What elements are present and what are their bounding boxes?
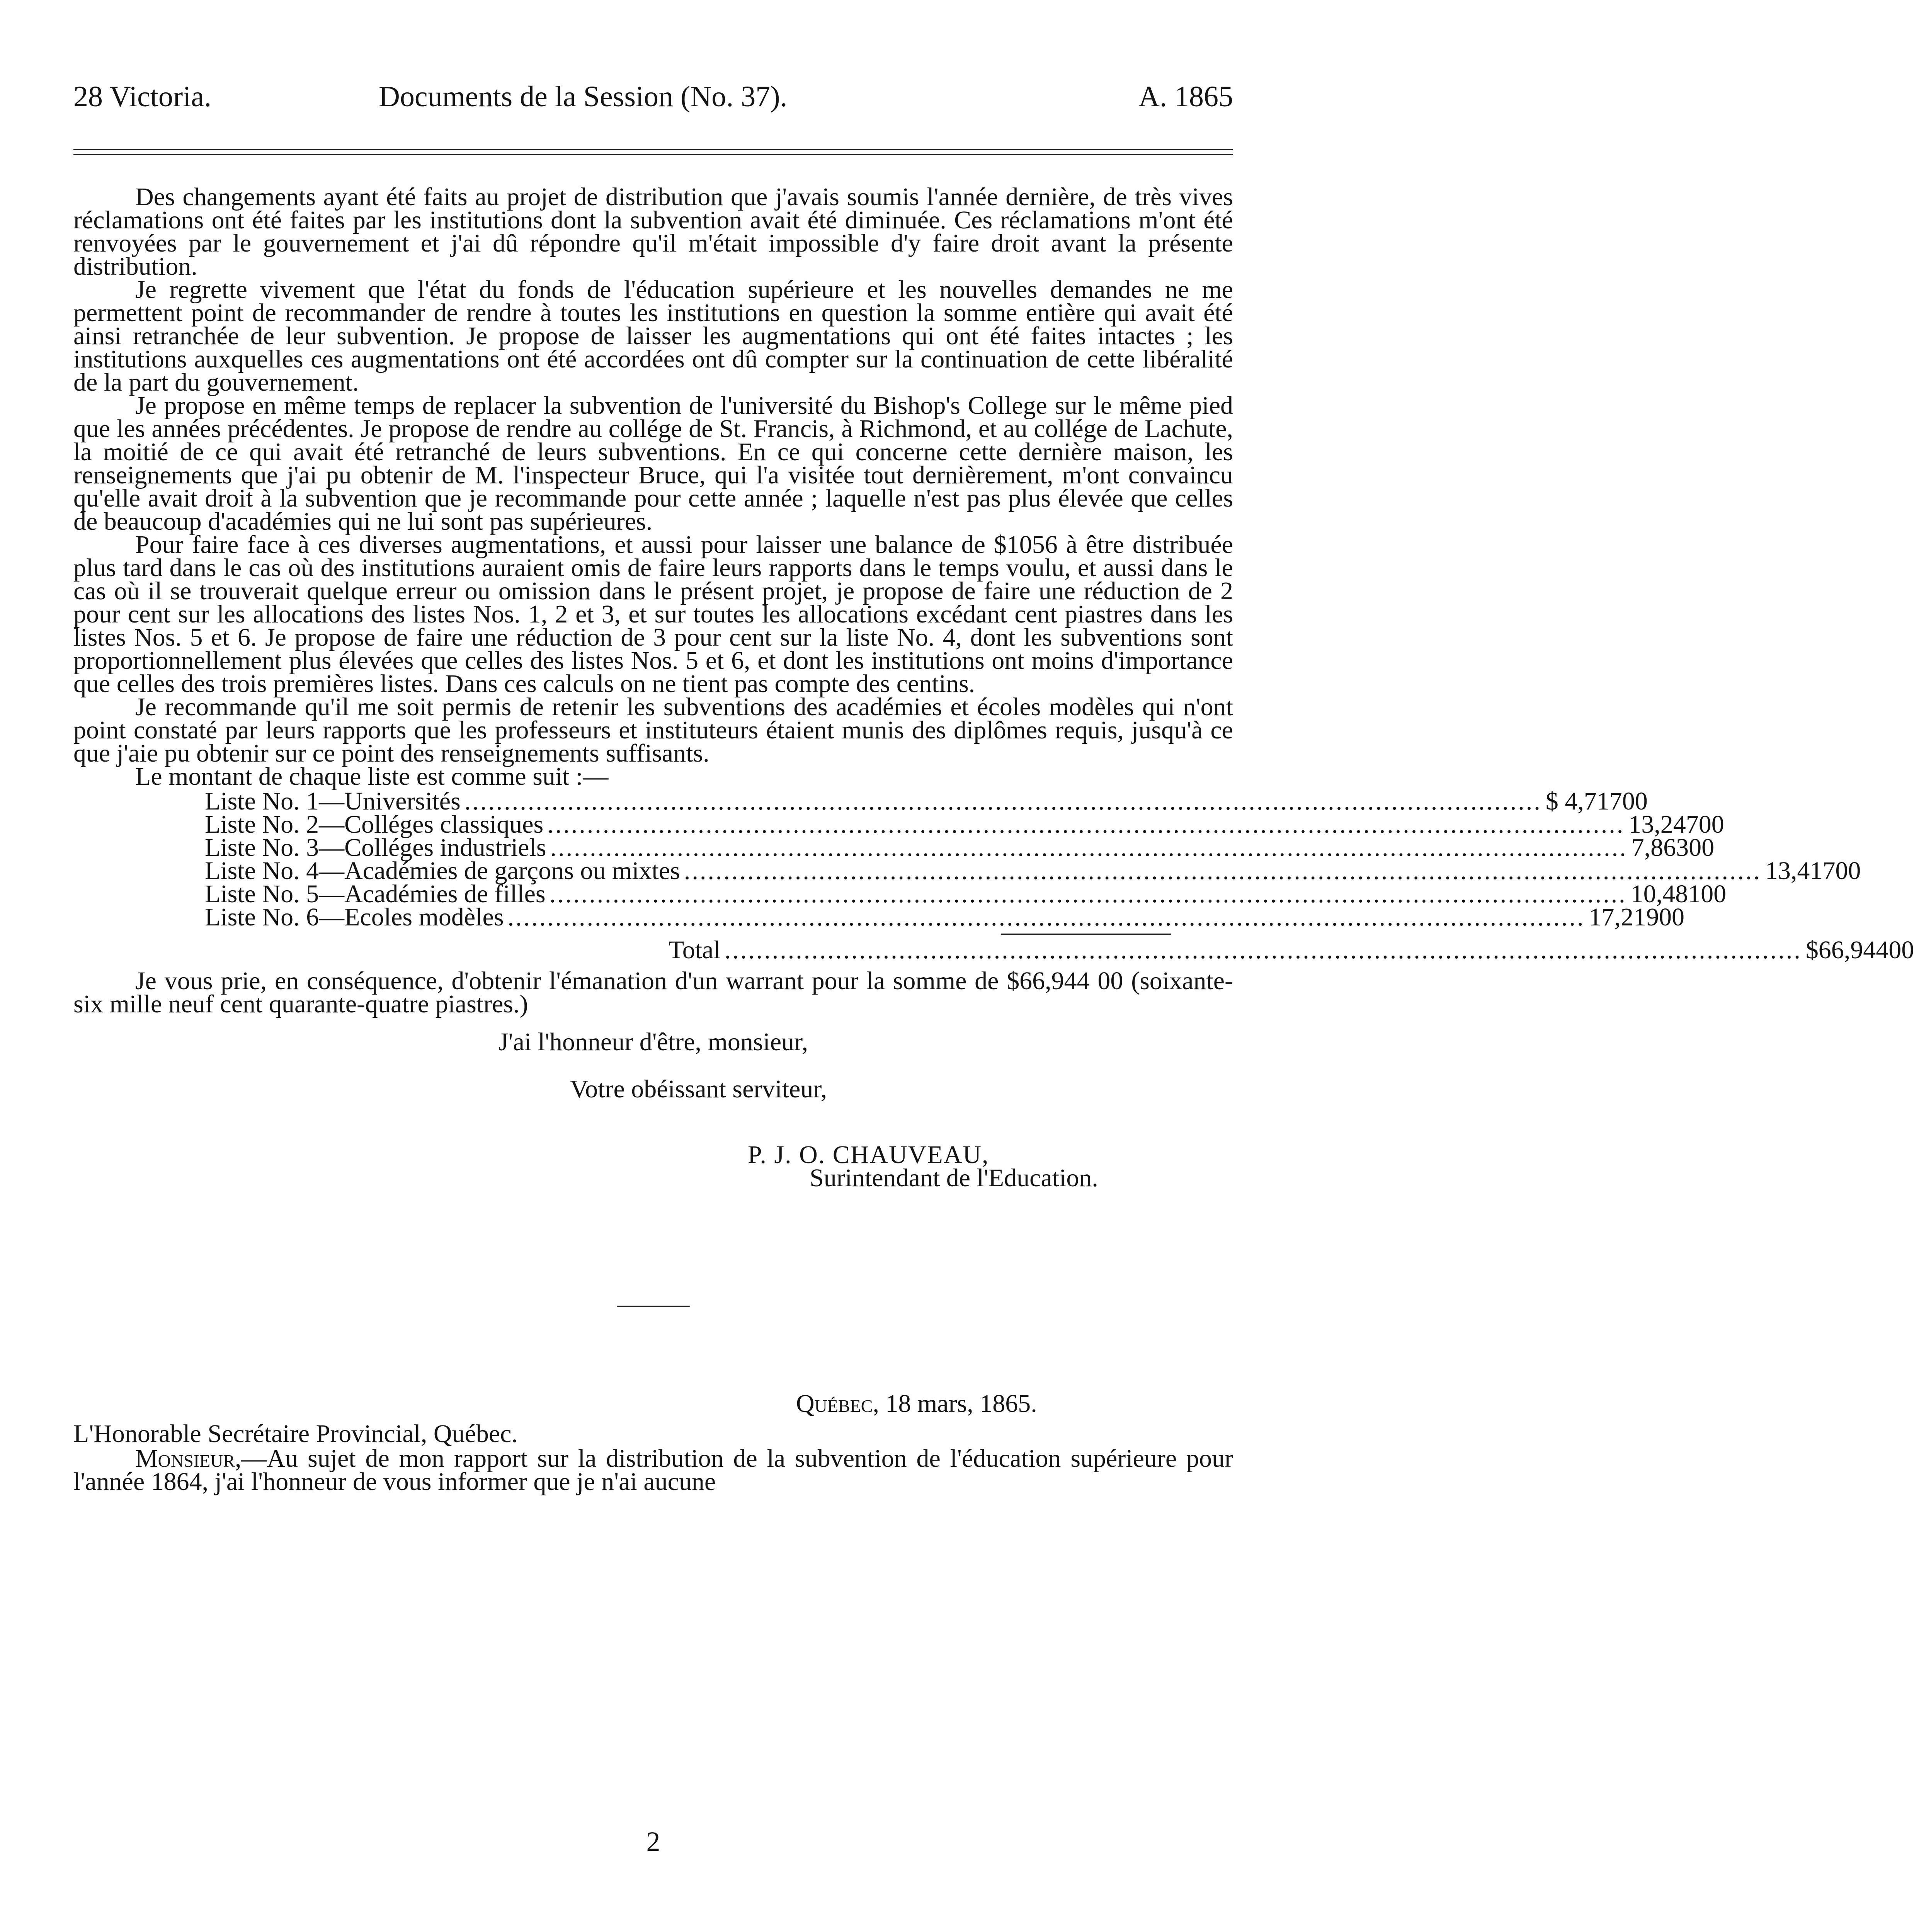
header-rule-top (73, 149, 1233, 150)
list-amount: 7,863 (1631, 833, 1689, 862)
signatory-title: Surintendant de l'Education. (810, 1164, 1098, 1192)
leader-dots: ........................................................................................................................................ (684, 857, 1761, 885)
list-cents: 00 (1701, 880, 1727, 908)
list-cents: 00 (1835, 857, 1861, 885)
list-cents: 00 (1689, 833, 1715, 862)
letter-place: Québec, (796, 1389, 879, 1418)
total-label: Total (669, 936, 721, 964)
request-paragraph: Je vous prie, en conséquence, d'obtenir l'émanation d'un warrant pour la somme de $66,944 00 (soixante-six mille neuf cent quarante-quatre piastres.) (73, 967, 1233, 1018)
paragraph: Je propose en même temps de replacer la subvention de l'université du Bishop's College sur le même pied que les années précédentes. Je propose de rendre au collége de St. Francis, à Richmond, et au collége de Lachute, la moitié de ce qui avait été retranché de leurs subventions. En ce qui concerne cette dernière maison, les renseignements que j'ai pu obtenir de M. l'inspecteur Bruce, qui l'a visitée tout dernièrement, m'ont convaincu qu'elle avait droit à la subvention que je recommande pour cette année ; laquelle n'est pas plus élevée que celles de beaucoup d'académies qui ne lui sont pas supérieures. (73, 391, 1233, 536)
running-header (73, 77, 1233, 116)
leader-dots: ........................................................................................................................................ (550, 833, 1628, 862)
total-amount: $66,944 (1805, 936, 1889, 964)
list-label: Liste No. 1—Universités (205, 787, 461, 815)
table-row (205, 880, 1727, 908)
list-amount: $ 4,717 (1545, 787, 1622, 815)
leader-dots: ........................................................................................................................................ (549, 880, 1627, 908)
list-label: Liste No. 6—Ecoles modèles (205, 903, 504, 931)
list-cents: 00 (1659, 903, 1685, 931)
list-amount: 13,247 (1628, 810, 1699, 838)
signature-block (73, 1143, 1233, 1190)
sum-rule (1001, 934, 1171, 935)
list-cents: 00 (1622, 787, 1648, 815)
closing-line: J'ai l'honneur d'être, monsieur, (498, 1028, 808, 1056)
paragraph: Pour faire face à ces diverses augmentations, et aussi pour laisser une balance de $1056 à être distribuée plus tard dans le cas où des institutions auraient omis de faire leurs rapports dans le temps voulu, et aussi dans le cas où il se trouverait quelque erreur ou omission dans le présent projet, je propose de faire une réduction de 2 pour cent sur les allocations des listes Nos. 1, 2 et 3, et sur toutes les allocations excédant cent piastres dans les listes Nos. 5 et 6. Je propose de faire une réduction de 3 pour cent sur la liste No. 4, dont les subventions sont proportionnellement plus élevées que celles des listes Nos. 5 et 6, et dont les institutions ont moins d'importance que celles des trois premières listes. Dans ces calculs on ne tient pas compte des centins. (73, 531, 1233, 698)
letter-addressee: L'Honorable Secrétaire Provincial, Québec. (73, 1420, 518, 1448)
header-title: Documents de la Session (No. 37). (379, 80, 788, 113)
section-divider (617, 1306, 690, 1307)
table-row (205, 903, 1685, 931)
paragraph: Le montant de chaque liste est comme suit :— (135, 762, 609, 791)
list-label: Liste No. 5—Académies de filles (205, 880, 546, 908)
paragraph: Des changements ayant été faits au projet de distribution que j'avais soumis l'année dernière, de très vives réclamations ont été faites par les institutions dont la subvention avait été diminuée. Ces réclamations m'ont été renvoyées par le gouvernement et j'ai dû répondre qu'il m'était impossible d'y faire droit avant la présente distribution. (73, 183, 1233, 281)
document-body (73, 183, 1914, 1496)
letter-dateline (73, 1389, 1233, 1418)
total-row (205, 936, 1914, 964)
leader-dots: ........................................................................................................................................ (547, 810, 1625, 838)
table-row (205, 857, 1861, 885)
list-cents: 00 (1698, 810, 1724, 838)
paragraph: Je regrette vivement que l'état du fonds de l'éducation supérieure et les nouvelles demandes ne me permettent point de recommander de rendre à toutes les institutions en question la somme entière qui avait été ainsi retranchée de leur subvention. Je propose de laisser les augmentations qui ont été faites intactes ; les institutions auxquelles ces augmentations ont été accordées ont dû compter sur la continuation de cette libéralité de la part du gouvernement. (73, 276, 1233, 396)
header-rule-bottom (73, 154, 1233, 155)
letter-date: 18 mars, 1865. (885, 1389, 1037, 1418)
leader-dots: ........................................................................................................................................ (724, 936, 1802, 964)
paragraph: Je recommande qu'il me soit permis de retenir les subventions des académies et écoles modèles qui n'ont point constaté par leurs rapports que les professeurs et instituteurs étaient munis des diplômes requis, jusqu'à ce que j'aie pu obtenir sur ce point des renseignements suffisants. (73, 693, 1233, 767)
page-number: 2 (646, 1826, 660, 1857)
letter-opening-paragraph (73, 1444, 1233, 1496)
list-amount: 13,417 (1765, 857, 1836, 885)
leader-dots: ........................................................................................................................................ (464, 787, 1542, 815)
table-row (205, 833, 1715, 862)
list-amount: 17,219 (1589, 903, 1659, 931)
header-volume: 28 Victoria. (73, 80, 212, 113)
table-row (205, 810, 1724, 838)
closing-line: Votre obéissant serviteur, (570, 1075, 827, 1103)
header-year: A. 1865 (1138, 80, 1233, 113)
signatory-name: P. J. O. CHAUVEAU, (748, 1141, 989, 1169)
total-cents: 00 (1888, 936, 1914, 964)
table-row (205, 787, 1648, 815)
list-label: Liste No. 4—Académies de garçons ou mixtes (205, 857, 680, 885)
letter-salutation: Monsieur, (135, 1444, 242, 1473)
leader-dots: ........................................................................................................................................ (507, 903, 1585, 931)
list-label: Liste No. 3—Colléges industriels (205, 833, 546, 862)
list-label: Liste No. 2—Colléges classiques (205, 810, 544, 838)
list-amount: 10,481 (1630, 880, 1701, 908)
list-amounts-table (205, 787, 1914, 964)
letter-opening-text: —Au sujet de mon rapport sur la distribution de la subvention de l'éducation supérieure pour l'année 1864, j'ai l'honneur de vous informer que je n'ai aucune (73, 1444, 1233, 1496)
